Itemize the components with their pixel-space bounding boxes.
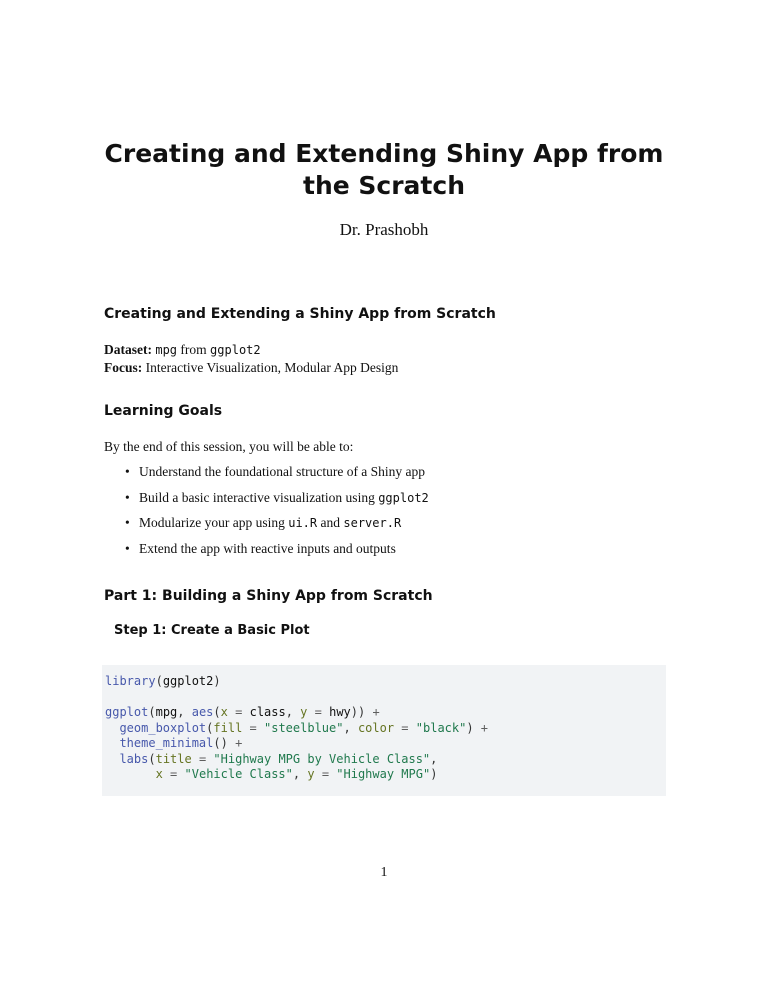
learning-goals-intro: By the end of this session, you will be able to: bbox=[104, 439, 354, 454]
bullet-icon: • bbox=[125, 540, 130, 556]
list-item: • Extend the app with reactive inputs and outputs bbox=[125, 540, 396, 556]
code-line: ggplot(mpg, aes(x = class, y = hwy)) + bbox=[105, 705, 380, 719]
code-block bbox=[102, 665, 666, 796]
author: Dr. Prashobh bbox=[339, 220, 429, 239]
section-heading-intro: Creating and Extending a Shiny App from Scratch bbox=[104, 306, 496, 322]
section-heading-part1: Part 1: Building a Shiny App from Scratch bbox=[104, 588, 433, 604]
dataset-code: mpg bbox=[155, 343, 178, 357]
dataset-from: from bbox=[180, 342, 207, 357]
code-line: geom_boxplot(fill = "steelblue", color = "black") + bbox=[119, 720, 489, 735]
learning-goals-list bbox=[104, 464, 429, 566]
dataset-package: ggplot2 bbox=[210, 343, 261, 357]
list-item: • Modularize your app using ui.R and server.R bbox=[125, 515, 402, 530]
dataset-label: Dataset: bbox=[104, 342, 152, 357]
list-item: • Understand the foundational structure of a Shiny app bbox=[125, 464, 426, 479]
dataset-line bbox=[104, 340, 261, 360]
page-number: 1 bbox=[380, 865, 388, 880]
section-heading-learning-goals: Learning Goals bbox=[104, 403, 223, 419]
bullet-icon: • bbox=[125, 464, 130, 479]
document-title: Creating and Extending Shiny App from the Scratch bbox=[104, 139, 664, 200]
code-text bbox=[105, 674, 488, 783]
code-line: labs(title = "Highway MPG by Vehicle Class", bbox=[119, 751, 438, 766]
bullet-icon: • bbox=[125, 515, 130, 530]
focus-text: Interactive Visualization, Modular App Design bbox=[145, 360, 399, 375]
focus-label: Focus: bbox=[104, 360, 143, 375]
code-line: library(ggplot2) bbox=[105, 674, 221, 688]
list-item: • Build a basic interactive visualization using ggplot2 bbox=[125, 489, 429, 505]
focus-line bbox=[104, 358, 398, 377]
bullet-icon: • bbox=[125, 489, 130, 505]
code-line: theme_minimal() + bbox=[119, 736, 243, 750]
code-line: x = "Vehicle Class", y = "Highway MPG") bbox=[155, 767, 438, 781]
step1-heading: Step 1: Create a Basic Plot bbox=[114, 623, 310, 638]
